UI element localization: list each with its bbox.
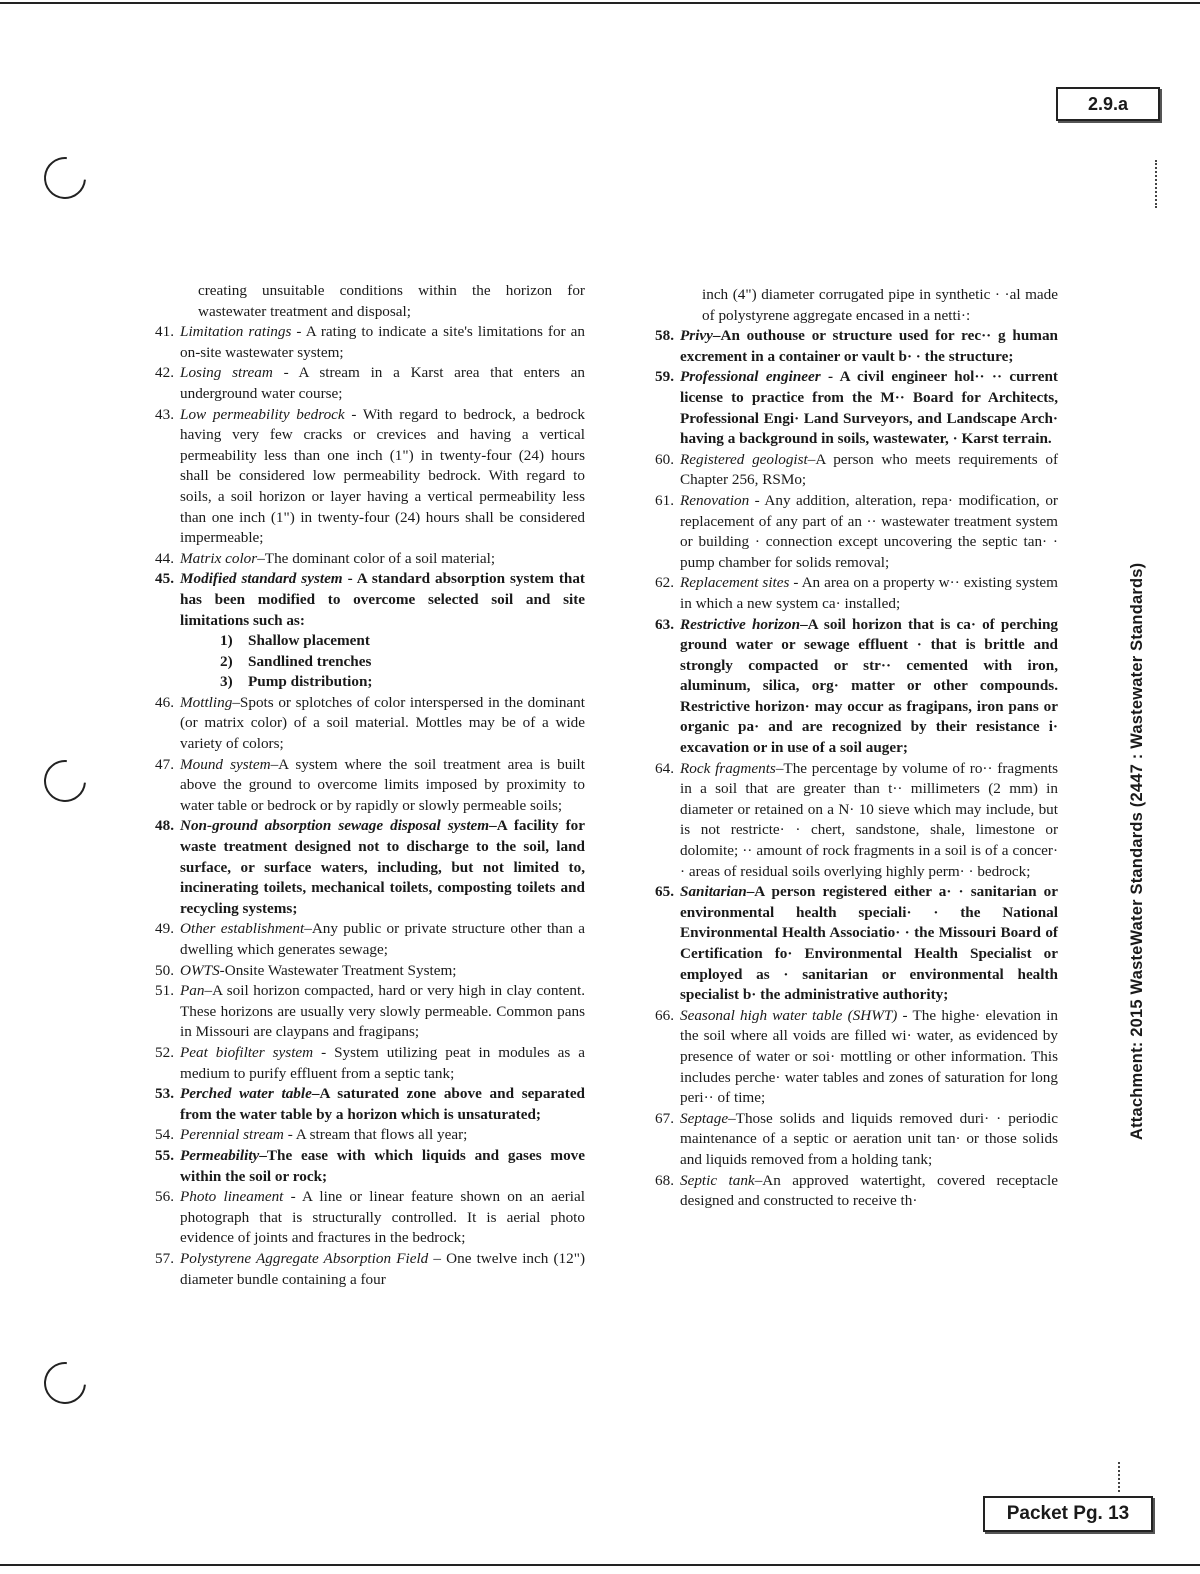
bottom-border-line	[0, 1564, 1200, 1566]
definition-text: – One twelve inch (12") diameter bundle containing a four	[180, 1249, 585, 1288]
definition-text: -Onsite Wastewater Treatment System;	[219, 961, 457, 979]
definition-text: –A system where the soil treatment area is built above the ground to overcome limits imposed by proximity to water table or bedrock or by rapidly or slowly permeable soils;	[180, 755, 585, 814]
item-number: 68.	[655, 1171, 674, 1189]
definition-item	[140, 816, 585, 919]
item-number: 54.	[155, 1126, 174, 1144]
definition-term: Polystyrene Aggregate Absorption Field	[180, 1249, 429, 1267]
sub-item-text: Pump distribution;	[248, 673, 373, 691]
definition-item	[640, 882, 1058, 1006]
definition-item	[640, 615, 1058, 759]
definition-item	[140, 405, 585, 549]
scan-speckle	[1155, 160, 1159, 208]
definition-item	[640, 367, 1058, 449]
definition-text: - A stream that flows all year;	[283, 1126, 468, 1144]
definition-text: - A standard absorption system that has been modified to overcome selected soil and site limitations such as:	[180, 570, 585, 629]
definition-term: Mottling	[180, 693, 233, 711]
top-border-line	[0, 2, 1200, 4]
definition-term: Sanitarian	[680, 883, 747, 901]
punch-hole-icon	[35, 148, 94, 207]
definition-text: –Any public or private structure other than a dwelling which generates sewage;	[180, 920, 585, 958]
item-number: 64.	[655, 759, 674, 777]
item-number: 67.	[655, 1109, 674, 1127]
definition-item	[140, 322, 585, 363]
item-number: 61.	[655, 491, 674, 509]
definition-term: Peat biofilter system	[180, 1043, 314, 1061]
definition-text: - The highe· elevation in the soil where all voids are filled wi· water, as evidenced by presence of water or soi· mottling or other information. This includes perche· water tables and zones of saturation for long peri·· of time;	[680, 1006, 1059, 1107]
definition-text: –An approved watertight, covered receptacle designed and constructed to receive th·	[680, 1171, 1058, 1210]
definition-term: Professional engineer	[680, 368, 821, 386]
punch-hole-icon	[35, 751, 94, 810]
item-number: 55.	[155, 1146, 174, 1164]
definition-term: Mound system	[180, 755, 271, 773]
definition-item	[140, 569, 585, 631]
definition-text: –A facility for waste treatment designed not to discharge to the soil, land surface, or surface waters, including, but not limited to, incinerating toilets, mechanical toilets, composting toilets and recycling systems;	[180, 817, 585, 917]
item-number: 59.	[655, 368, 674, 386]
definition-term: Perched water table	[180, 1085, 312, 1103]
sub-list-item	[140, 652, 585, 673]
definition-term: Seasonal high water table (SHWT)	[680, 1006, 898, 1024]
definition-item	[640, 1109, 1058, 1171]
item-number: 58.	[655, 327, 674, 345]
item-number: 60.	[655, 450, 674, 468]
sub-item-number: 1)	[220, 632, 233, 650]
item-number: 56.	[155, 1188, 174, 1206]
continued-text: inch (4") diameter corrugated pipe in synthetic · ·al made of polystyrene aggregate encased in a netti·:	[702, 286, 1058, 324]
item-number: 43.	[155, 405, 174, 423]
definition-item	[640, 759, 1058, 883]
definition-term: Perennial stream	[180, 1126, 284, 1144]
definition-item	[140, 693, 585, 755]
definition-text: –The ease with which liquids and gases move within the soil or rock;	[180, 1146, 585, 1185]
definition-text: –An outhouse or structure used for rec·· g human excrement in a container or vault b· · the structure;	[680, 327, 1058, 365]
item-number: 46.	[155, 693, 174, 711]
definition-text: - An area on a property w·· existing system in which a new system ca· installed;	[680, 574, 1058, 612]
item-number: 50.	[155, 961, 174, 979]
definition-item	[140, 549, 585, 570]
item-number: 45.	[155, 570, 174, 588]
definition-text: - A rating to indicate a site's limitations for an on-site wastewater system;	[180, 323, 585, 361]
item-number: 41.	[155, 323, 174, 341]
sub-item-text: Shallow placement	[248, 632, 370, 650]
definition-text: - System utilizing peat in modules as a medium to purify effluent from a septic tank;	[180, 1043, 585, 1082]
definition-item	[640, 326, 1058, 367]
sub-item-text: Sandlined trenches	[248, 652, 372, 670]
definition-term: Low permeability bedrock	[180, 405, 345, 423]
definition-item	[640, 1171, 1058, 1212]
item-number: 44.	[155, 549, 174, 567]
definition-text: - A stream in a Karst area that enters an underground water course;	[180, 364, 585, 402]
definition-item	[640, 450, 1058, 491]
sub-list-item	[140, 631, 585, 652]
definition-term: Matrix color	[180, 549, 258, 567]
sub-item-number: 2)	[220, 652, 233, 670]
definition-term: Septage	[680, 1109, 729, 1127]
definition-text: - A civil engineer hol·· ·· current license to practice from the M·· Board for Architects, Professional Engi· Land Surveyors, and Landscape Arch· having a background in soils, wastewater, · Karst terrain.	[680, 368, 1058, 448]
definition-term: Non-ground absorption sewage disposal system	[180, 817, 490, 835]
definition-item	[140, 1187, 585, 1249]
definition-item	[640, 573, 1058, 614]
definition-term: Other establishment	[180, 920, 305, 938]
item-number: 52.	[155, 1043, 174, 1061]
definition-item	[140, 1084, 585, 1125]
definition-term: Replacement sites	[680, 574, 790, 592]
definition-text: –The percentage by volume of ro·· fragments in a soil that are greater than t·· millimeters (2 mm) in diameter or retained on a N· 10 sieve which may include, but is not restricte· · chert, sandstone, shale, limestone or dolomite; ·· amount of rock fragments in a soil is of a concer· · areas of residual soils overlying highly perm· · bedrock;	[680, 759, 1058, 880]
item-number: 57.	[155, 1249, 174, 1267]
definition-term: Pan	[180, 982, 205, 1000]
item-number: 66.	[655, 1006, 674, 1024]
item-number: 48.	[155, 817, 174, 835]
definition-item	[140, 919, 585, 960]
definition-term: Rock fragments	[680, 759, 776, 777]
definition-item	[140, 1146, 585, 1187]
definition-text: –Those solids and liquids removed duri· · periodic maintenance of a septic or aeration unit tan· or those solids and liquids removed from a holding tank;	[680, 1109, 1058, 1168]
definition-item	[140, 961, 585, 982]
definition-item	[140, 1043, 585, 1084]
definition-term: Septic tank	[680, 1171, 755, 1189]
definition-text: - With regard to bedrock, a bedrock having very few cracks or crevices and having a vertical permeability less than one inch (1") in twenty-four (24) hours shall be considered low permeability bedrock. With regard to soils, a soil horizon or layer having a vertical permeability less than one inch (1") in twenty-four (24) hours shall be considered impermeable;	[180, 405, 585, 547]
page-tag: 2.9.a	[1056, 87, 1160, 121]
sub-item-number: 3)	[220, 673, 233, 691]
definition-item	[140, 1249, 585, 1290]
punch-hole-icon	[35, 1353, 94, 1412]
item-number: 63.	[655, 615, 674, 633]
definition-term: Restrictive horizon	[680, 615, 801, 633]
definition-text: –Spots or splotches of color interspersed in the dominant (or matrix color) of a soil material. Mottles may be of a wide variety of colors;	[180, 693, 585, 753]
item-number: 47.	[155, 755, 174, 773]
definition-term: Modified standard system	[180, 570, 343, 588]
item-number: 49.	[155, 920, 174, 938]
definition-text: –A saturated zone above and separated from the water table by a horizon which is unsaturated;	[180, 1085, 586, 1123]
definition-term: Privy	[680, 327, 713, 345]
definition-item	[640, 491, 1058, 573]
definition-term: OWTS	[180, 961, 220, 979]
definition-item	[140, 1125, 585, 1146]
sub-list-item	[140, 672, 585, 693]
definition-term: Registered geologist	[680, 450, 808, 468]
definition-term: Permeability	[180, 1146, 260, 1164]
definition-item	[640, 1006, 1058, 1109]
definition-text: –The dominant color of a soil material;	[257, 549, 496, 567]
item-number: 51.	[155, 982, 174, 1000]
item-number: 65.	[655, 883, 674, 901]
item-number: 53.	[155, 1085, 174, 1103]
definition-text: - Any addition, alteration, repa· modification, or replacement of any part of an ·· wastewater treatment system or building · connection except uncovering the septic tan· · pump chamber for solids removal;	[680, 491, 1058, 571]
definition-term: Limitation ratings	[180, 323, 292, 341]
packet-page-tag: Packet Pg. 13	[983, 1496, 1153, 1532]
definition-text: –A soil horizon compacted, hard or very high in clay content. These horizons are usually very slowly permeable. Common pans in Missouri are claypans and fragipans;	[180, 982, 585, 1041]
definition-term: Photo lineament	[180, 1188, 284, 1206]
left-column	[140, 281, 585, 1290]
definition-item	[140, 755, 585, 817]
definition-term: Losing stream	[180, 364, 273, 382]
definition-text: –A soil horizon that is ca· of perching ground water or sewage effluent · that is brittle and strongly compacted or str·· cemented with iron, aluminum, silica, org· matter or other compounds. Restrictive horizon· may occur as fragipans, iron pans or organic pa· and are recognized by their resistance i· excavation or in use of a soil auger;	[680, 615, 1058, 757]
attachment-sidebar-label: Attachment: 2015 WasteWater Standards (2447 : Wastewater Standards)	[1128, 562, 1146, 1140]
definition-text: –A person who meets requirements of Chapter 256, RSMo;	[680, 450, 1058, 489]
item-number: 62.	[655, 574, 674, 592]
definition-item	[140, 981, 585, 1043]
right-column	[640, 285, 1058, 1212]
definition-text: –A person registered either a· · sanitarian or environmental health speciali· · the National Environmental Health Associatio· · the Missouri Board of Certification fo· Environmental Health Specialist or employed as · sanitarian or environmental health specialist b· the administrative authority;	[680, 883, 1058, 1004]
continued-text: creating unsuitable conditions within the horizon for wastewater treatment and disposal;	[198, 282, 585, 320]
definition-item	[140, 363, 585, 404]
definition-text: - A line or linear feature shown on an aerial photograph that is structurally controlled. It is aerial photo evidence of joints and fractures in the bedrock;	[180, 1188, 585, 1247]
definition-term: Renovation	[680, 491, 750, 509]
scan-speckle	[1118, 1462, 1122, 1492]
item-number: 42.	[155, 364, 174, 382]
